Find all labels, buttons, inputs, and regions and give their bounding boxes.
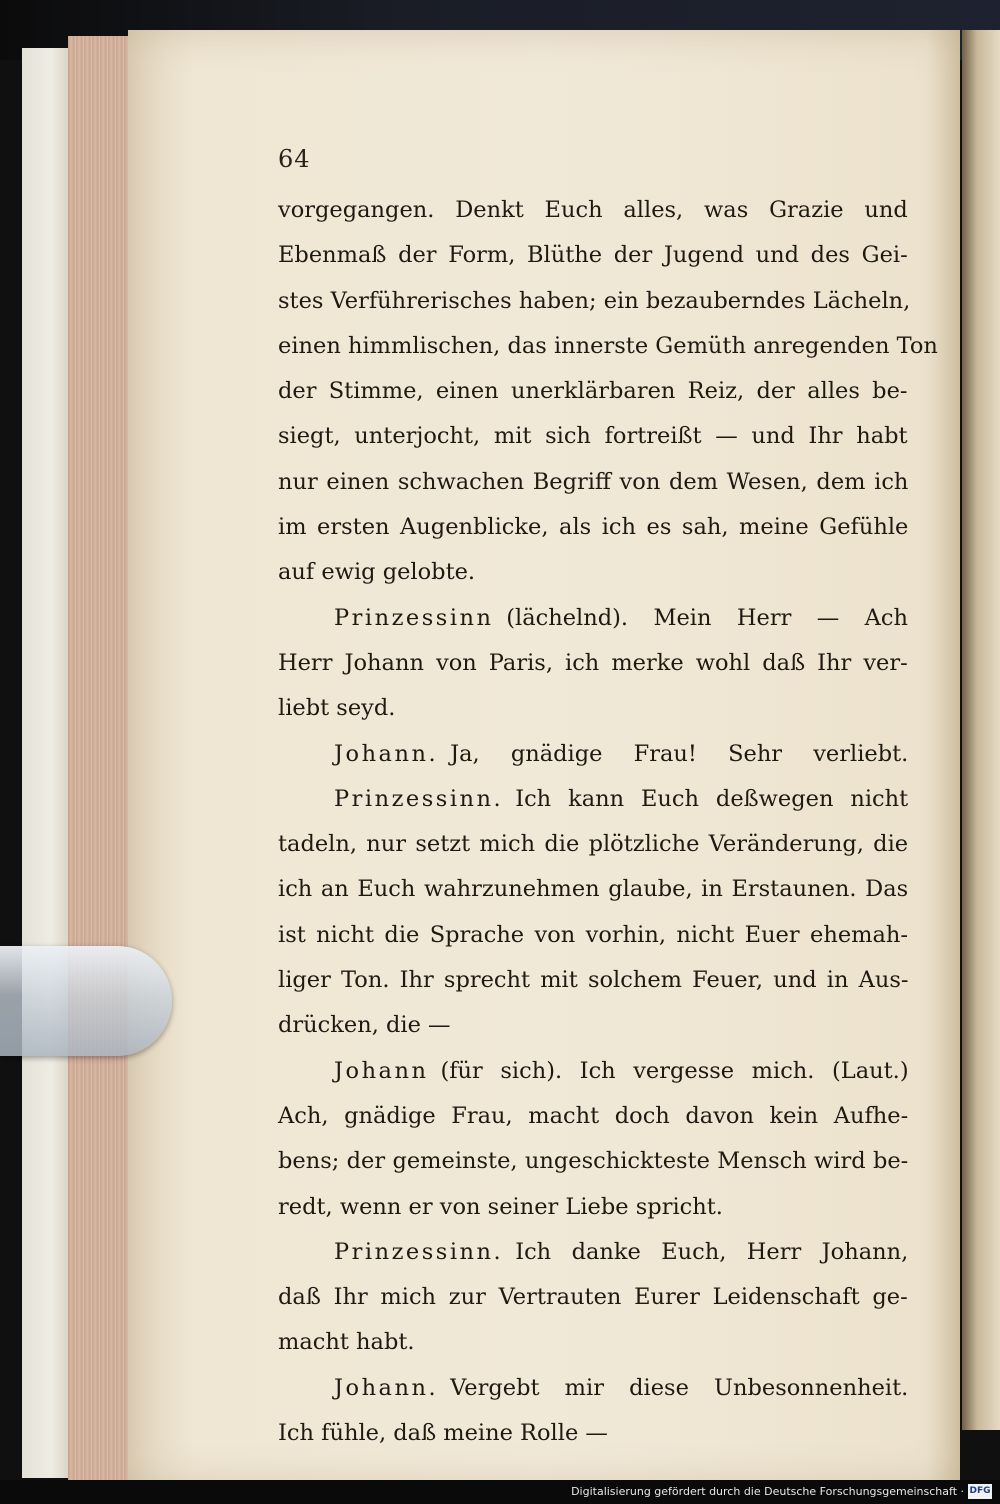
- text-line: [278, 695, 908, 740]
- line-text: macht habt.: [278, 1329, 415, 1356]
- text-line: [278, 741, 908, 786]
- speaker-name: Johann.: [334, 740, 439, 767]
- line-text: Ich fühle, daß meine Rolle —: [278, 1420, 608, 1447]
- page-number: 64: [278, 145, 311, 173]
- text-line: [278, 423, 908, 468]
- line-text: liebt seyd.: [278, 695, 396, 722]
- text-line: [278, 1420, 908, 1465]
- line-text: stes Verführerisches haben; ein bezauberndes Lächeln,: [278, 287, 911, 314]
- text-line: [278, 559, 908, 604]
- line-text: Herr Johann von Paris, ich merke wohl daß Ihr ver-: [278, 649, 908, 676]
- line-text: tadeln, nur setzt mich die plötzliche Veränderung, die: [278, 831, 909, 858]
- page-edges: [68, 36, 130, 1484]
- digitization-footer: [0, 1480, 1000, 1504]
- line-text: einen himmlischen, das innerste Gemüth anregenden Ton: [278, 332, 938, 359]
- text-line: [278, 1012, 908, 1057]
- line-text: daß Ihr mich zur Vertrauten Eurer Leidenschaft ge-: [278, 1284, 908, 1311]
- line-text: siegt, unterjocht, mit sich fortreißt — und Ihr habt: [278, 423, 908, 450]
- line-text: der Stimme, einen unerklärbaren Reiz, der alles be-: [278, 378, 908, 405]
- text-line: [278, 514, 908, 559]
- book-board: [22, 48, 70, 1478]
- line-text: Ich danke Euch, Herr Johann,: [515, 1238, 909, 1265]
- line-text: im ersten Augenblicke, als ich es sah, meine Gefühle: [278, 514, 909, 541]
- text-line: [278, 1375, 908, 1420]
- dfg-logo-icon: DFG: [968, 1484, 992, 1499]
- speaker-name: Prinzessinn.: [334, 785, 504, 812]
- line-text: drücken, die —: [278, 1012, 451, 1039]
- line-text: liger Ton. Ihr sprecht mit solchem Feuer, und in Aus-: [278, 967, 909, 994]
- page-text: [278, 197, 938, 1465]
- text-line: [278, 922, 908, 967]
- text-line: [278, 242, 908, 287]
- text-line: [278, 831, 908, 876]
- line-text: nur einen schwachen Begriff von dem Wesen, dem ich: [278, 468, 909, 495]
- text-line: [278, 1103, 908, 1148]
- line-text: vorgegangen. Denkt Euch alles, was Grazie und: [278, 197, 908, 223]
- text-line: [278, 332, 938, 378]
- text-line: [278, 1194, 908, 1239]
- line-text: Ja, gnädige Frau! Sehr verliebt.: [450, 740, 909, 767]
- text-line: [278, 967, 908, 1012]
- line-text: redt, wenn er von seiner Liebe spricht.: [278, 1193, 723, 1220]
- text-line: [278, 786, 908, 831]
- text-line: [278, 605, 908, 650]
- page-holder-clip: [0, 946, 172, 1056]
- funding-credit: Digitalisierung gefördert durch die Deutsche Forschungsgemeinschaft ·: [571, 1485, 964, 1498]
- facing-page-edge: [962, 30, 1000, 1430]
- line-text: (für sich). Ich vergesse mich. (Laut.): [440, 1057, 909, 1084]
- line-text: Ebenmaß der Form, Blüthe der Jugend und des Gei-: [278, 242, 908, 269]
- text-line: [278, 287, 911, 333]
- line-text: ist nicht die Sprache von vorhin, nicht Euer ehemah-: [278, 921, 908, 948]
- line-text: ich an Euch wahrzunehmen glaube, in Erstaunen. Das: [278, 876, 909, 903]
- text-line: [278, 1329, 908, 1374]
- line-text: Vergebt mir diese Unbesonnenheit.: [450, 1374, 909, 1401]
- line-text: (lächelnd). Mein Herr — Ach: [506, 604, 908, 631]
- speaker-name: Johann.: [334, 1374, 439, 1401]
- text-line: [278, 1284, 908, 1329]
- line-text: Ach, gnädige Frau, macht doch davon kein Aufhe-: [278, 1102, 909, 1129]
- text-line: [278, 1058, 908, 1103]
- speaker-name: Johann: [334, 1057, 429, 1084]
- line-text: Ich kann Euch deßwegen nicht: [515, 785, 909, 812]
- speaker-name: Prinzessinn.: [334, 1238, 504, 1265]
- text-line: [278, 469, 908, 514]
- text-line: [278, 197, 908, 242]
- text-line: [278, 378, 908, 423]
- line-text: auf ewig gelobte.: [278, 559, 476, 586]
- text-line: [278, 876, 908, 921]
- text-line: [278, 650, 908, 695]
- text-line: [278, 1148, 908, 1193]
- line-text: bens; der gemeinste, ungeschickteste Mensch wird be-: [278, 1148, 909, 1175]
- text-line: [278, 1239, 908, 1284]
- speaker-name: Prinzessinn: [334, 604, 494, 631]
